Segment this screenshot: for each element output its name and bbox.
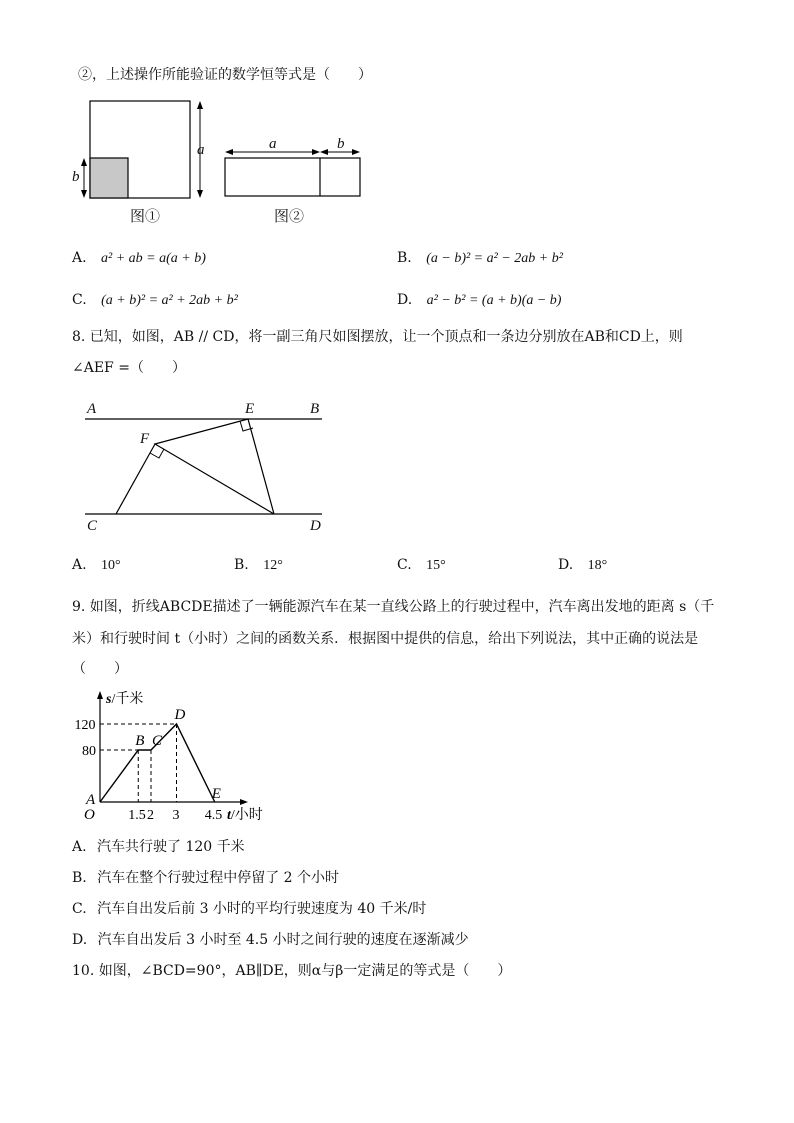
fig1-label-b: b <box>72 169 80 185</box>
option-letter: C. <box>72 901 87 917</box>
option-text: 12° <box>263 558 283 573</box>
q8-option-b[interactable] <box>234 558 283 573</box>
point-label-c: C <box>152 733 163 749</box>
q7-option-b[interactable] <box>397 251 563 266</box>
option-letter: B. <box>234 557 249 573</box>
q7-option-d[interactable] <box>397 293 561 308</box>
option-letter: A. <box>72 839 87 855</box>
fig1-label-a: a <box>197 142 205 158</box>
x-axis-label: t/小时 <box>227 808 263 823</box>
option-letter: C. <box>72 292 87 308</box>
q8-label-a: A <box>87 401 97 417</box>
triangle-1 <box>155 419 274 514</box>
q7-stem: ②，上述操作所能验证的数学恒等式是（ ） <box>78 67 372 83</box>
q9-option-b[interactable] <box>72 871 339 885</box>
q9-option-c[interactable] <box>72 902 426 916</box>
option-text: (a + b)² = a² + 2ab + b² <box>101 293 238 308</box>
y-axis-label: s/千米 <box>106 692 144 707</box>
fig1-small-square <box>90 158 128 198</box>
x-tick-label: 4.5 <box>204 808 223 823</box>
option-text: 汽车自出发后 3 小时至 4.5 小时之间行驶的速度在逐渐减少 <box>97 932 469 948</box>
y-axis-arrow <box>97 691 103 699</box>
q8-label-d: D <box>310 518 321 534</box>
q9-option-d[interactable] <box>72 933 469 947</box>
q9-line-chart <box>70 685 285 830</box>
q8-label-c: C <box>87 518 98 534</box>
q8-stem-line2: ∠AEF =（ ） <box>72 360 186 376</box>
q8-figure <box>80 395 330 525</box>
q9-option-a[interactable] <box>72 840 245 854</box>
q8-stem-line1: 8. 已知，如图，AB // CD，将一副三角尺如图摆放，让一个顶点和一条边分别放在AB和CD上，则 <box>72 329 683 345</box>
option-letter: B. <box>397 250 412 266</box>
q10-stem: 10. 如图，∠BCD=90°，AB∥DE，则α与β一定满足的等式是（ ） <box>72 963 512 979</box>
q8-option-d[interactable] <box>558 558 607 573</box>
option-text: 汽车自出发后前 3 小时的平均行驶速度为 40 千米/时 <box>97 901 427 917</box>
q7-option-c[interactable] <box>72 293 238 308</box>
point-label-d: D <box>174 707 186 723</box>
option-letter: D. <box>72 932 88 948</box>
option-text: a² + ab = a(a + b) <box>101 251 206 266</box>
option-text: 汽车共行驶了 120 千米 <box>97 839 245 855</box>
q8-label-e: E <box>245 401 255 417</box>
option-text: 汽车在整个行驶过程中停留了 2 个小时 <box>97 870 340 886</box>
option-letter: A. <box>72 250 87 266</box>
q9-stem-line2: 米）和行驶时间 t（小时）之间的函数关系．根据图中提供的信息，给出下列说法，其中正确的说法是 <box>72 631 699 647</box>
x-tick-label: 1.5 <box>128 808 146 823</box>
q8-option-c[interactable] <box>397 558 446 573</box>
option-letter: C. <box>397 557 412 573</box>
q8-label-f: F <box>140 431 150 447</box>
option-letter: D. <box>558 557 574 573</box>
x-axis-arrow <box>240 799 248 805</box>
option-letter: B. <box>72 870 87 886</box>
point-label-a: A <box>86 792 96 808</box>
x-tick-label: 3 <box>172 808 180 823</box>
q7-option-a[interactable] <box>72 251 206 266</box>
fig2-caption: 图② <box>274 207 305 225</box>
option-text: 10° <box>101 558 121 573</box>
option-text: 18° <box>587 558 608 573</box>
origin-label: O <box>84 807 95 823</box>
option-text: 15° <box>426 558 446 573</box>
q9-stem-line1: 9. 如图，折线ABCDE描述了一辆能源汽车在某一直线公路上的行驶过程中，汽车离出发地的距离 s（千 <box>72 599 715 615</box>
point-label-b: B <box>135 733 145 749</box>
option-text: (a − b)² = a² − 2ab + b² <box>426 251 563 266</box>
y-tick-label: 120 <box>74 718 96 733</box>
point-label-e: E <box>211 786 221 802</box>
q8-label-b: B <box>310 401 320 417</box>
fig2-label-b: b <box>337 136 345 152</box>
q8-option-a[interactable] <box>72 558 121 573</box>
fig2-label-a: a <box>269 136 277 152</box>
fig2-rectangle <box>225 158 360 196</box>
x-tick-label: 2 <box>147 808 154 823</box>
fig1-caption: 图① <box>130 207 161 225</box>
option-letter: D. <box>397 292 413 308</box>
option-text: a² − b² = (a + b)(a − b) <box>426 293 562 308</box>
y-tick-label: 80 <box>82 744 96 759</box>
option-letter: A. <box>72 557 87 573</box>
q9-stem-line3: （ ） <box>72 661 128 677</box>
triangle-2 <box>116 444 155 514</box>
